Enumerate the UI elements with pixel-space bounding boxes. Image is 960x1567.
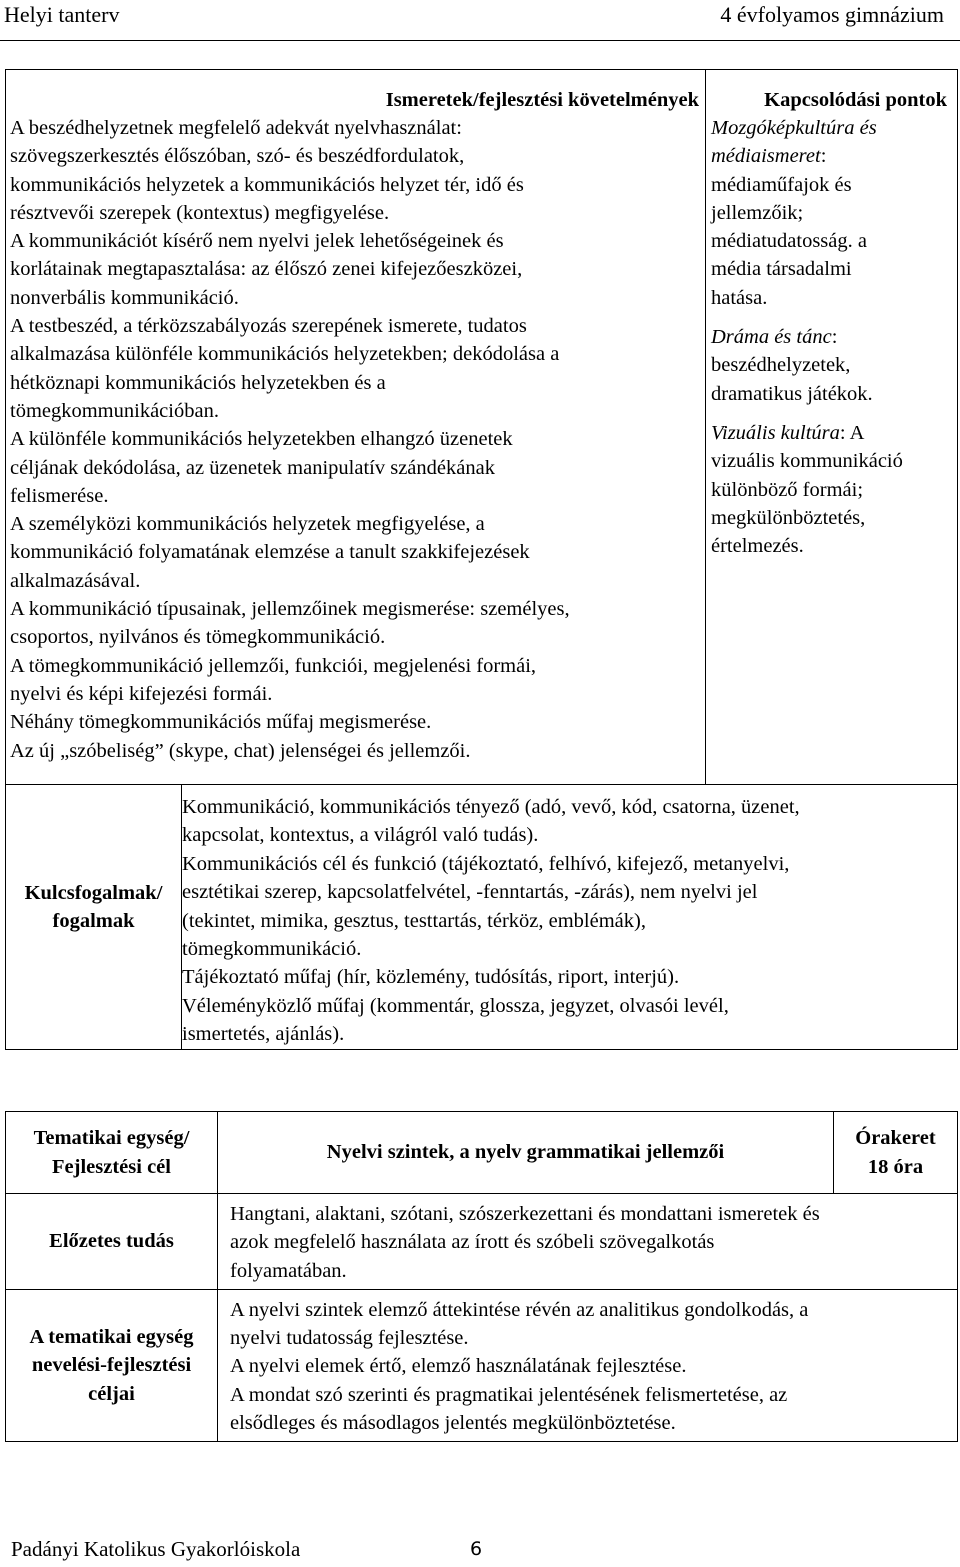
connection-drama	[711, 323, 951, 408]
hours-label: Órakeret	[855, 1127, 936, 1150]
key-line: ismertetés, ajánlás).	[182, 1023, 345, 1046]
connection-media	[711, 114, 951, 312]
thematic-unit-table	[5, 1111, 958, 1442]
prior-line: Hangtani, alaktani, szótani, szószerkezettani és mondattani ismeretek és	[230, 1203, 820, 1225]
connection-text: jellemzőik;	[711, 201, 804, 224]
requirement-line: A különféle kommunikációs helyzetekben elhangzó üzenetek	[10, 428, 513, 451]
requirement-line: Néhány tömegkommunikációs műfaj megismerése.	[10, 711, 432, 734]
requirement-line: A személyközi kommunikációs helyzetek megfigyelése, a	[10, 513, 485, 536]
connection-category: Vizuális kultúra	[711, 421, 840, 444]
goals-text	[218, 1289, 958, 1441]
prior-knowledge-text	[218, 1194, 958, 1290]
header-curriculum-title: Helyi tanterv	[4, 2, 120, 27]
key-line: Véleményközlő műfaj (kommentár, glossza, jegyzet, olvasói levél,	[182, 994, 729, 1017]
prior-line: azok megfelelő használata az írott és szóbeli szövegalkotás	[230, 1231, 715, 1254]
requirement-line: A kommunikációt kísérő nem nyelvi jelek lehetőségeinek és	[10, 230, 504, 253]
key-line: Kommunikációs cél és funkció (tájékoztató, felhívó, kifejező, metanyelvi,	[182, 852, 790, 875]
goals-label	[6, 1289, 218, 1441]
hours-value: 18 óra	[867, 1155, 924, 1178]
requirement-line: nonverbális kommunikáció.	[10, 286, 239, 309]
connection-category: Mozgóképkultúra és	[711, 117, 877, 139]
prior-line: folyamatában.	[230, 1259, 347, 1282]
requirement-line: felismerése.	[10, 484, 109, 507]
requirement-line: nyelvi és képi kifejezési formái.	[10, 682, 273, 705]
connection-text: médiaműfajok és	[711, 173, 852, 196]
connection-separator: :	[831, 326, 838, 349]
connection-separator: :	[820, 145, 827, 168]
connections-list	[706, 114, 957, 560]
connections-header: Kapcsolódási pontok	[764, 89, 947, 111]
prior-knowledge-label: Előzetes tudás	[6, 1194, 218, 1290]
connection-text: megkülönböztetés,	[711, 506, 866, 529]
key-line: (tekintet, mimika, gesztus, testtartás, térköz, emblémák),	[182, 909, 646, 932]
requirement-line: céljának dekódolása, az üzenetek manipulatív szándékának	[10, 456, 495, 479]
header-divider	[0, 40, 960, 41]
hours-cell	[834, 1112, 958, 1194]
header-school-type: 4 évfolyamos gimnázium	[720, 2, 944, 27]
connection-text: beszédhelyzetek,	[711, 354, 851, 377]
connection-text: médiatudatosság. a	[711, 230, 867, 253]
unit-label-line: Fejlesztési cél	[52, 1155, 171, 1178]
key-line: tömegkommunikáció.	[182, 938, 362, 961]
requirement-line: korlátainak megtapasztalása: az élőszó zenei kifejezőeszközei,	[10, 258, 523, 281]
requirement-line: csoportos, nyilvános és tömegkommunikáció.	[10, 626, 386, 649]
requirement-line: kommunikáció folyamatának elemzése a tanult szakkifejezések	[10, 541, 530, 564]
goals-label-line: céljai	[88, 1382, 135, 1405]
requirement-line: tömegkommunikációban.	[10, 399, 219, 422]
requirement-line: A testbeszéd, a térközszabályozás szerepének ismerete, tudatos	[10, 315, 527, 338]
goals-line: nyelvi tudatosság fejlesztése.	[230, 1327, 469, 1350]
goals-label-line: nevelési-fejlesztési	[31, 1354, 192, 1377]
unit-title: Nyelvi szintek, a nyelv grammatikai jellemzői	[218, 1112, 834, 1194]
key-line: esztétikai szerep, kapcsolatfelvétel, -fenntartás, -zárás), nem nyelvi jel	[182, 881, 758, 904]
connection-text: média társadalmi	[711, 258, 852, 281]
goals-line: A nyelvi elemek értő, elemző használatának fejlesztése.	[230, 1355, 687, 1378]
requirement-line: alkalmazása különféle kommunikációs helyzetekben; dekódolása a	[10, 343, 560, 366]
key-label-line: fogalmak	[52, 910, 135, 933]
key-label-line: Kulcsfogalmak/	[24, 882, 163, 904]
connection-separator: : A	[839, 421, 865, 444]
requirement-line: A kommunikáció típusainak, jellemzőinek megismerése: személyes,	[10, 598, 570, 621]
goals-line: A nyelvi szintek elemző áttekintése révén az analitikus gondolkodás, a	[230, 1298, 809, 1321]
connections-cell	[706, 70, 958, 785]
requirements-cell	[6, 70, 706, 785]
key-line: Kommunikáció, kommunikációs tényező (adó, vevő, kód, csatorna, üzenet,	[182, 796, 800, 818]
connection-visual	[711, 419, 951, 560]
requirement-line: Az új „szóbeliség” (skype, chat) jelenségei és jellemzői.	[10, 739, 471, 762]
connection-category: médiaismeret	[711, 145, 821, 168]
requirement-line: alkalmazásával.	[10, 569, 141, 592]
key-line: kapcsolat, kontextus, a világról való tudás).	[182, 824, 539, 847]
connection-text: különböző formái;	[711, 478, 864, 501]
unit-label	[6, 1112, 218, 1194]
connection-category: Dráma és tánc	[711, 326, 832, 349]
key-concepts-label	[6, 785, 182, 1050]
footer-school-name: Padányi Katolikus Gyakorlóiskola	[11, 1537, 301, 1561]
requirement-line: A beszédhelyzetnek megfelelő adekvát nyelvhasználat:	[10, 117, 462, 139]
connection-text: értelmezés.	[711, 535, 804, 558]
goals-label-line: A tematikai egység	[29, 1326, 194, 1349]
requirements-text	[6, 114, 705, 784]
key-concepts-text	[182, 785, 958, 1050]
connection-text: vizuális kommunikáció	[711, 450, 903, 473]
key-line: Tájékoztató műfaj (hír, közlemény, tudósítás, riport, interjú).	[182, 966, 680, 989]
requirement-line: hétköznapi kommunikációs helyzetekben és a	[10, 371, 386, 394]
requirement-line: A tömegkommunikáció jellemzői, funkciói, megjelenési formái,	[10, 654, 537, 677]
goals-line: A mondat szó szerinti és pragmatikai jelentésének felismertetése, az	[230, 1383, 788, 1406]
page-number: 6	[470, 1538, 483, 1560]
requirements-table	[5, 69, 958, 1050]
unit-label-line: Tematikai egység/	[33, 1127, 190, 1150]
connection-text: hatása.	[711, 286, 768, 309]
goals-line: elsődleges és másodlagos jelentés megkülönböztetése.	[230, 1412, 676, 1435]
connection-text: dramatikus játékok.	[711, 382, 873, 405]
requirements-header: Ismeretek/fejlesztési követelmények	[385, 89, 699, 111]
requirement-line: szövegszerkesztés élőszóban, szó- és beszédfordulatok,	[10, 145, 465, 168]
requirement-line: kommunikációs helyzetek a kommunikációs helyzet tér, idő és	[10, 173, 524, 196]
requirement-line: résztvevői szerepek (kontextus) megfigyelése.	[10, 201, 390, 224]
